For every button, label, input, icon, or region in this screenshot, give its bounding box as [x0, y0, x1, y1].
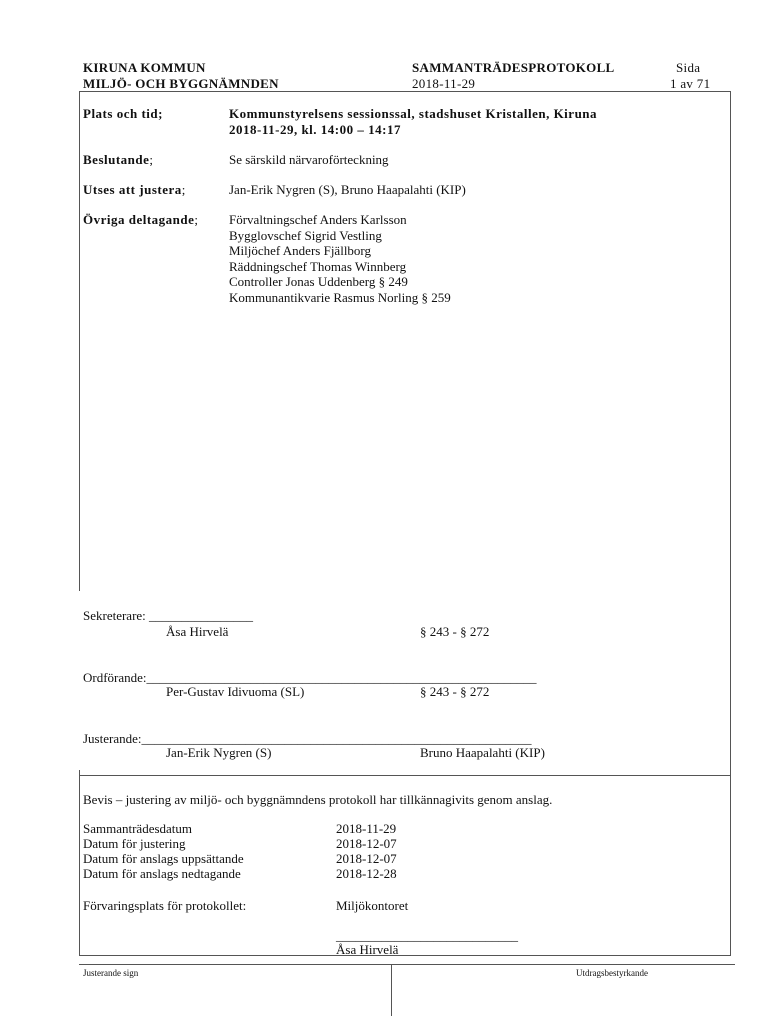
justerande-name-2: Bruno Haapalahti (KIP): [420, 745, 545, 760]
bevis-row-label: Sammanträdesdatum: [83, 821, 193, 836]
plats-value-line2: 2018-11-29, kl. 14:00 – 14:17: [229, 122, 401, 137]
ovriga-list: [229, 212, 451, 305]
bevis-labels: [83, 821, 244, 881]
utses-value: Jan-Erik Nygren (S), Bruno Haapalahti (KIP): [229, 182, 466, 197]
footer-divider: [391, 964, 392, 1016]
ovriga-item: Bygglovschef Sigrid Vestling: [229, 227, 382, 243]
beslutande-punct: ;: [149, 152, 154, 167]
bevis-signature-line: ____________________________: [336, 928, 518, 943]
bevis-row-value: 2018-12-28: [336, 866, 397, 881]
sekreterare-name: Åsa Hirvelä: [166, 624, 229, 639]
bevis-row-label: Datum för anslags uppsättande: [83, 851, 244, 866]
utses-label-row: [83, 182, 186, 198]
bevis-row-value: 2018-12-07: [336, 851, 397, 866]
bevis-row-label: Datum för anslags nedtagande: [83, 866, 241, 881]
sekreterare-label: Sekreterare: ________________: [83, 608, 254, 623]
ovriga-item: Kommunantikvarie Rasmus Norling § 259: [229, 289, 451, 305]
plats-value-line1: Kommunstyrelsens sessionssal, stadshuset Kristallen, Kiruna: [229, 106, 598, 121]
frame-left-line-lower: [79, 770, 80, 955]
page-label: Sida: [676, 60, 701, 75]
page-number: 1 av 71: [670, 76, 711, 91]
bevis-separator: [79, 775, 731, 776]
ovriga-item: Controller Jonas Uddenberg § 249: [229, 274, 408, 289]
beslutande-label: Beslutande: [83, 152, 150, 167]
plats-label: Plats och tid;: [83, 106, 163, 121]
bevis-signature-name: Åsa Hirvelä: [336, 942, 399, 957]
sekreterare-paragraphs: § 243 - § 272: [420, 624, 490, 639]
footer-utdragsbestyrkande: Utdragsbestyrkande: [576, 968, 648, 978]
bevis-row-label: Datum för justering: [83, 836, 186, 851]
frame-top-line: [79, 91, 731, 92]
storage-label: Förvaringsplats för protokollet:: [83, 898, 247, 913]
bevis-row-value: 2018-12-07: [336, 836, 397, 851]
frame-right-line: [730, 91, 731, 955]
storage-value: Miljökontoret: [336, 898, 409, 913]
utses-label: Utses att justera: [83, 182, 182, 197]
frame-bottom-line: [79, 955, 731, 956]
utses-punct: ;: [181, 182, 186, 197]
document-date: 2018-11-29: [412, 76, 476, 91]
bevis-row-value: 2018-11-29: [336, 821, 397, 836]
ovriga-item: Förvaltningschef Anders Karlsson: [229, 212, 407, 227]
frame-left-line: [79, 91, 80, 591]
ordforande-paragraphs: § 243 - § 272: [420, 684, 490, 699]
ovriga-label: Övriga deltagande: [83, 212, 195, 227]
footer-justerande-sign: Justerande sign: [83, 968, 139, 978]
ovriga-item: Miljöchef Anders Fjällborg: [229, 243, 372, 258]
beslutande-value: Se särskild närvaroförteckning: [229, 152, 389, 167]
bevis-intro: Bevis – justering av miljö- och byggnämndens protokoll har tillkännagivits genom anslag.: [83, 792, 553, 807]
org-name: KIRUNA KOMMUN: [83, 60, 206, 75]
justerande-label: Justerande:____________________________________________________________: [83, 731, 532, 746]
ordforande-label: Ordförande:____________________________________________________________: [83, 670, 537, 685]
ovriga-label-row: [83, 212, 199, 228]
ordforande-name: Per-Gustav Idivuoma (SL): [166, 684, 305, 699]
ovriga-punct: ;: [194, 212, 199, 227]
bevis-values: [336, 821, 397, 881]
footer-top-line: [79, 964, 735, 965]
document-type: SAMMANTRÄDESPROTOKOLL: [412, 60, 615, 75]
beslutande-label-row: [83, 152, 154, 168]
ovriga-item: Räddningschef Thomas Winnberg: [229, 258, 407, 274]
committee-name: MILJÖ- OCH BYGGNÄMNDEN: [83, 76, 279, 91]
justerande-name-1: Jan-Erik Nygren (S): [166, 745, 272, 760]
